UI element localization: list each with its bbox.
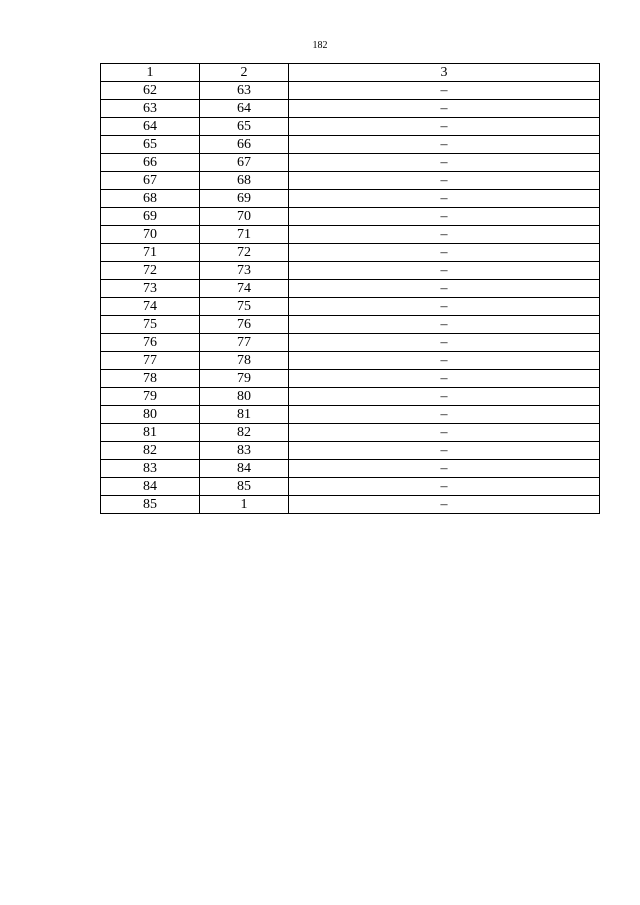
table-cell-col-2: 74 bbox=[200, 280, 289, 298]
table-row bbox=[101, 370, 600, 388]
table-row bbox=[101, 442, 600, 460]
table-cell-col-2: 70 bbox=[200, 208, 289, 226]
table-cell-col-1: 65 bbox=[101, 136, 200, 154]
table-row bbox=[101, 352, 600, 370]
table-cell-col-1: 82 bbox=[101, 442, 200, 460]
table-cell-col-2: 63 bbox=[200, 82, 289, 100]
table-header-row bbox=[101, 64, 600, 82]
column-header-1: 1 bbox=[101, 64, 200, 82]
table-cell-col-2: 78 bbox=[200, 352, 289, 370]
table-cell-col-3: – bbox=[289, 478, 600, 496]
table-cell-col-2: 68 bbox=[200, 172, 289, 190]
table-cell-col-3: – bbox=[289, 208, 600, 226]
table-cell-col-3: – bbox=[289, 496, 600, 514]
table-cell-col-1: 84 bbox=[101, 478, 200, 496]
table-cell-col-1: 68 bbox=[101, 190, 200, 208]
table-row bbox=[101, 190, 600, 208]
table-row bbox=[101, 118, 600, 136]
table-cell-col-1: 70 bbox=[101, 226, 200, 244]
table-cell-col-3: – bbox=[289, 442, 600, 460]
data-table-container bbox=[100, 63, 599, 514]
table-cell-col-2: 75 bbox=[200, 298, 289, 316]
table-cell-col-1: 80 bbox=[101, 406, 200, 424]
table-cell-col-3: – bbox=[289, 136, 600, 154]
table-row bbox=[101, 136, 600, 154]
table-row bbox=[101, 298, 600, 316]
table-cell-col-2: 1 bbox=[200, 496, 289, 514]
table-cell-col-2: 82 bbox=[200, 424, 289, 442]
table-cell-col-3: – bbox=[289, 370, 600, 388]
table-cell-col-2: 76 bbox=[200, 316, 289, 334]
table-cell-col-2: 81 bbox=[200, 406, 289, 424]
table-row bbox=[101, 172, 600, 190]
table-cell-col-1: 85 bbox=[101, 496, 200, 514]
table-row bbox=[101, 82, 600, 100]
table-row bbox=[101, 460, 600, 478]
table-row bbox=[101, 316, 600, 334]
table-cell-col-3: – bbox=[289, 388, 600, 406]
table-cell-col-1: 77 bbox=[101, 352, 200, 370]
table-cell-col-1: 81 bbox=[101, 424, 200, 442]
table-row bbox=[101, 244, 600, 262]
table-cell-col-3: – bbox=[289, 316, 600, 334]
table-cell-col-1: 74 bbox=[101, 298, 200, 316]
table-cell-col-3: – bbox=[289, 82, 600, 100]
table-cell-col-1: 83 bbox=[101, 460, 200, 478]
table-row bbox=[101, 424, 600, 442]
table-cell-col-3: – bbox=[289, 190, 600, 208]
table-cell-col-1: 78 bbox=[101, 370, 200, 388]
table-cell-col-1: 79 bbox=[101, 388, 200, 406]
table-row bbox=[101, 478, 600, 496]
table-row bbox=[101, 262, 600, 280]
table-cell-col-2: 72 bbox=[200, 244, 289, 262]
table-cell-col-2: 80 bbox=[200, 388, 289, 406]
table-cell-col-2: 79 bbox=[200, 370, 289, 388]
table-cell-col-3: – bbox=[289, 244, 600, 262]
table-row bbox=[101, 334, 600, 352]
table-cell-col-3: – bbox=[289, 262, 600, 280]
table-cell-col-2: 66 bbox=[200, 136, 289, 154]
table-row bbox=[101, 154, 600, 172]
table-cell-col-2: 67 bbox=[200, 154, 289, 172]
table-row bbox=[101, 100, 600, 118]
table-cell-col-3: – bbox=[289, 226, 600, 244]
table-cell-col-1: 63 bbox=[101, 100, 200, 118]
table-cell-col-1: 73 bbox=[101, 280, 200, 298]
table-cell-col-2: 71 bbox=[200, 226, 289, 244]
table-cell-col-1: 72 bbox=[101, 262, 200, 280]
table-cell-col-1: 64 bbox=[101, 118, 200, 136]
table-cell-col-3: – bbox=[289, 154, 600, 172]
table-row bbox=[101, 226, 600, 244]
table-cell-col-1: 76 bbox=[101, 334, 200, 352]
table-cell-col-3: – bbox=[289, 424, 600, 442]
data-table bbox=[100, 63, 600, 514]
table-cell-col-3: – bbox=[289, 352, 600, 370]
table-cell-col-3: – bbox=[289, 334, 600, 352]
table-cell-col-2: 73 bbox=[200, 262, 289, 280]
table-cell-col-3: – bbox=[289, 298, 600, 316]
table-cell-col-2: 85 bbox=[200, 478, 289, 496]
table-cell-col-1: 66 bbox=[101, 154, 200, 172]
table-cell-col-3: – bbox=[289, 460, 600, 478]
column-header-2: 2 bbox=[200, 64, 289, 82]
table-cell-col-3: – bbox=[289, 172, 600, 190]
table-row bbox=[101, 406, 600, 424]
table-row bbox=[101, 208, 600, 226]
table-cell-col-2: 64 bbox=[200, 100, 289, 118]
table-cell-col-2: 65 bbox=[200, 118, 289, 136]
table-cell-col-2: 69 bbox=[200, 190, 289, 208]
table-cell-col-2: 84 bbox=[200, 460, 289, 478]
table-row bbox=[101, 388, 600, 406]
table-cell-col-2: 77 bbox=[200, 334, 289, 352]
table-row bbox=[101, 280, 600, 298]
table-cell-col-1: 67 bbox=[101, 172, 200, 190]
table-body bbox=[101, 82, 600, 514]
column-header-3: 3 bbox=[289, 64, 600, 82]
table-cell-col-1: 75 bbox=[101, 316, 200, 334]
table-cell-col-3: – bbox=[289, 280, 600, 298]
table-cell-col-1: 71 bbox=[101, 244, 200, 262]
table-cell-col-2: 83 bbox=[200, 442, 289, 460]
table-cell-col-1: 62 bbox=[101, 82, 200, 100]
page-number: 182 bbox=[312, 40, 328, 51]
table-header bbox=[101, 64, 600, 82]
table-cell-col-3: – bbox=[289, 406, 600, 424]
table-cell-col-3: – bbox=[289, 100, 600, 118]
table-row bbox=[101, 496, 600, 514]
table-cell-col-1: 69 bbox=[101, 208, 200, 226]
table-cell-col-3: – bbox=[289, 118, 600, 136]
